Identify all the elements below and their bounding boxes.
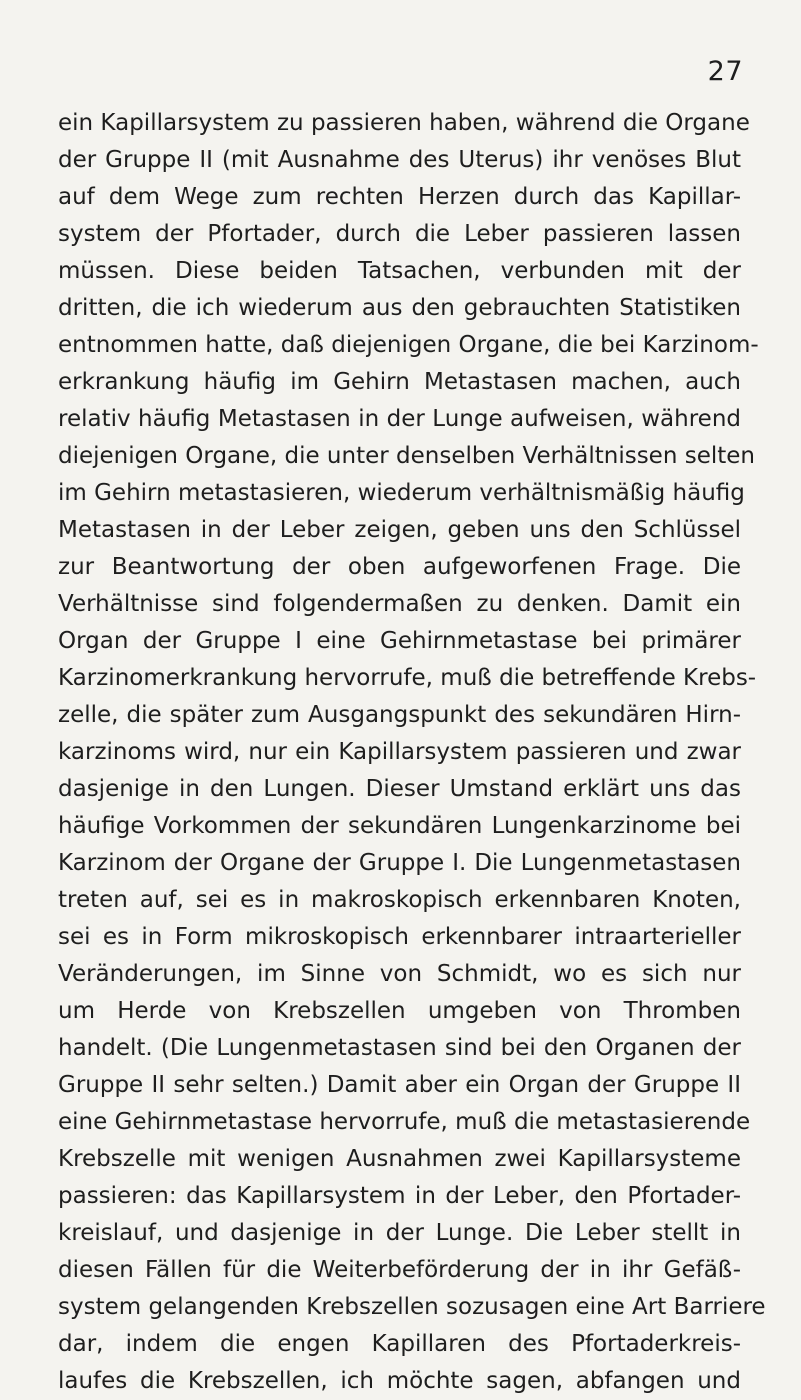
text-line: Krebszelle mit wenigen Ausnahmen zwei Kapillarsysteme [58, 1146, 741, 1172]
text-line: treten auf, sei es in makroskopisch erkennbaren Knoten, [58, 887, 741, 913]
text-line: karzinoms wird, nur ein Kapillarsystem passieren und zwar [58, 739, 741, 765]
text-line: dritten, die ich wiederum aus den gebrauchten Statistiken [58, 295, 741, 321]
text-line: zelle, die später zum Ausgangspunkt des sekundären Hirn- [58, 702, 741, 728]
text-line: ein Kapillarsystem zu passieren haben, während die Organe [58, 110, 750, 136]
text-line: erkrankung häufig im Gehirn Metastasen machen, auch [58, 369, 741, 395]
text-line: Verhältnisse sind folgendermaßen zu denken. Damit ein [58, 591, 741, 617]
text-line: system gelangenden Krebszellen sozusagen eine Art Barriere [58, 1294, 766, 1320]
text-line: müssen. Diese beiden Tatsachen, verbunden mit der [58, 258, 741, 284]
text-line: sei es in Form mikroskopisch erkennbarer intraarterieller [58, 924, 741, 950]
text-line: der Gruppe II (mit Ausnahme des Uterus) ihr venöses Blut [58, 147, 741, 173]
text-line: laufes die Krebszellen, ich möchte sagen, abfangen und [58, 1368, 741, 1394]
text-line: kreislauf, und dasjenige in der Lunge. Die Leber stellt in [58, 1220, 741, 1246]
body-text [58, 105, 766, 1400]
text-line: dar, indem die engen Kapillaren des Pfortaderkreis- [58, 1331, 741, 1357]
text-line: häufige Vorkommen der sekundären Lungenkarzinome bei [58, 813, 741, 839]
page-number: 27 [707, 56, 743, 87]
text-line: Organ der Gruppe I eine Gehirnmetastase bei primärer [58, 628, 741, 654]
text-line: diejenigen Organe, die unter denselben Verhältnissen selten [58, 443, 755, 469]
text-line: um Herde von Krebszellen umgeben von Thromben [58, 998, 741, 1024]
text-line: im Gehirn metastasieren, wiederum verhältnismäßig häufig [58, 480, 745, 506]
text-line: dasjenige in den Lungen. Dieser Umstand erklärt uns das [58, 776, 741, 802]
text-line: entnommen hatte, daß diejenigen Organe, die bei Karzinom- [58, 332, 759, 358]
text-line: Gruppe II sehr selten.) Damit aber ein Organ der Gruppe II [58, 1072, 741, 1098]
text-line: Karzinomerkrankung hervorrufe, muß die betreffende Krebs- [58, 665, 757, 691]
text-line: eine Gehirnmetastase hervorrufe, muß die metastasierende [58, 1109, 751, 1135]
text-line: Karzinom der Organe der Gruppe I. Die Lungenmetastasen [58, 850, 741, 876]
text-line: Metastasen in der Leber zeigen, geben uns den Schlüssel [58, 517, 741, 543]
text-line: passieren: das Kapillarsystem in der Leber, den Pfortader- [58, 1183, 741, 1209]
text-line: diesen Fällen für die Weiterbeförderung der in ihr Gefäß- [58, 1257, 741, 1283]
text-line: handelt. (Die Lungenmetastasen sind bei den Organen der [58, 1035, 741, 1061]
text-line: relativ häufig Metastasen in der Lunge aufweisen, während [58, 406, 741, 432]
text-line: zur Beantwortung der oben aufgeworfenen Frage. Die [58, 554, 741, 580]
text-line: auf dem Wege zum rechten Herzen durch das Kapillar- [58, 184, 741, 210]
text-line: Veränderungen, im Sinne von Schmidt, wo es sich nur [58, 961, 741, 987]
text-line: system der Pfortader, durch die Leber passieren lassen [58, 221, 741, 247]
